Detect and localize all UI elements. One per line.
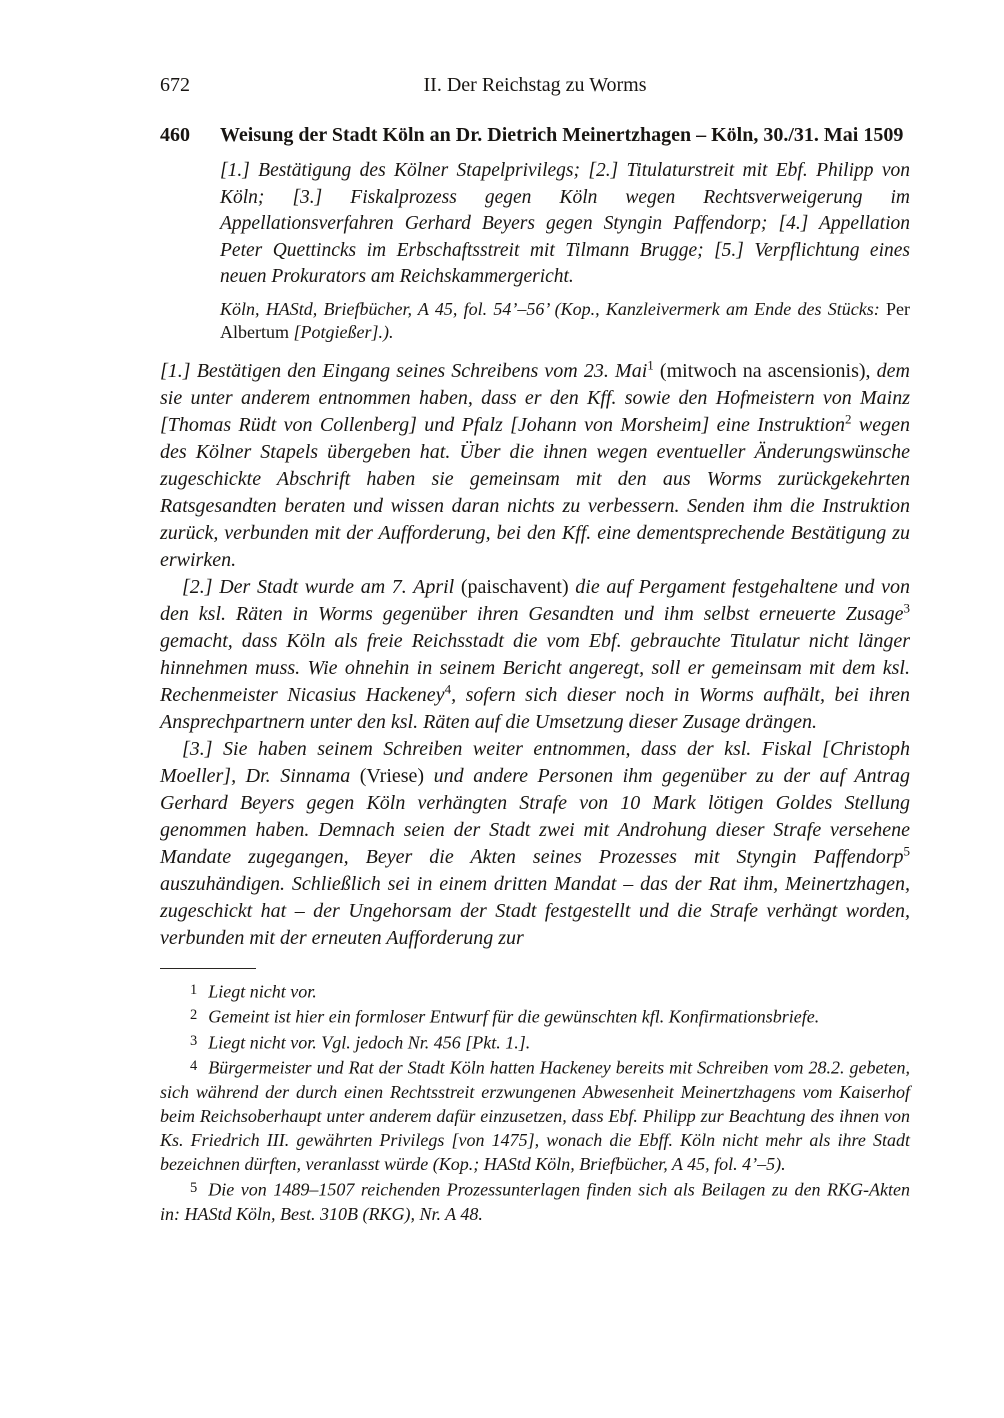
footnote-ref: 2 bbox=[845, 410, 852, 426]
text-segment: auszuhändigen. Schließlich sei in einem dritten Mandat – das der Rat ihm, Meinertzhagen, zugeschickt hat – der Ungehorsam der Stadt festgestellt und die Strafe verhängt worden, verbunden mit der erneuten Aufforderung zur bbox=[160, 872, 910, 949]
footnote-number: 5 bbox=[190, 1180, 198, 1196]
document-entry bbox=[160, 122, 910, 952]
document-title: Weisung der Stadt Köln an Dr. Dietrich Meinertzhagen – Köln, 30./31. Mai 1509 bbox=[220, 124, 904, 146]
document-heading bbox=[160, 122, 910, 148]
footnote-number: 3 bbox=[190, 1032, 198, 1049]
text-segment: Per Albertum bbox=[220, 298, 910, 342]
footnote-number: 1 bbox=[190, 981, 198, 998]
text-segment: und andere Personen ihm gegenüber zu der auf Antrag Gerhard Beyers gegen Köln verhängten Strafe von 10 Mark lötigen Goldes Stellung genommen haben. Demnach seien der Stadt zwei mit Androhung dieser Strafe versehene Mandate zugegangen, Beyer die Akten seines Prozesses mit Styngin Paffendorp bbox=[160, 764, 910, 868]
footnote-ref: 1 bbox=[647, 356, 654, 372]
footnote-text: Bürgermeister und Rat der Stadt Köln hatten Hackeney bereits mit Schreiben vom 28.2. gebeten, sich während der durch einen Rechtsstreit erzwungenen Abwesenheit Meinertzhagens vom Kaiserhof beim Reichsoberhaupt unter anderem dafür einzusetzen, dass Ebf. Philipp zur Beachtung des ihnen von Ks. Friedrich III. gewährten Privilegs [von 1475], wonach die Ebff. Köln nicht mehr als ihre Stadt bezeichnen dürften, veranlasst würde (Kop.; HAStd Köln, Briefbücher, A 45, fol. 4’–5). bbox=[160, 1058, 910, 1174]
text-segment: (paischavent) bbox=[460, 575, 576, 598]
footnote-ref: 4 bbox=[444, 680, 452, 696]
footnote-text: Die von 1489–1507 reichenden Prozessunterlagen finden sich als Beilagen zu den RKG-Akten in: HAStd Köln, Best. 310B (RKG), Nr. A 48. bbox=[160, 1179, 910, 1224]
text-segment: [1.] Bestätigen den Eingang seines Schreibens vom 23. Mai bbox=[160, 359, 648, 382]
footnote-number: 4 bbox=[190, 1058, 198, 1075]
text-segment: die auf Pergament festgehaltene und von den ksl. Räten in Worms gegenüber ihren Gesandten und ihm selbst erneuerte Zusage bbox=[160, 575, 910, 625]
paragraph-2 bbox=[160, 574, 910, 736]
footnote-text: Liegt nicht vor. Vgl. jedoch Nr. 456 [Pkt. 1.]. bbox=[208, 1032, 531, 1053]
text-segment: (mitwoch na ascensionis), bbox=[653, 359, 877, 382]
text-segment: [3.] Sie haben seinem Schreiben weiter entnommen, dass der ksl. Fiskal [Christoph Moeller], Dr. Sinnama bbox=[160, 737, 910, 787]
document-source bbox=[220, 298, 910, 345]
text-segment: Köln, HAStd, Briefbücher, A 45, fol. 54’–56’ (Kop., Kanzleivermerk am Ende des Stücks: bbox=[220, 298, 886, 319]
footnote-text: Liegt nicht vor. bbox=[208, 981, 317, 1002]
document-summary: [1.] Bestätigung des Kölner Stapelprivilegs; [2.] Titulaturstreit mit Ebf. Philipp von Köln; [3.] Fiskalprozess gegen Köln wegen Rechtsverweigerung im Appellationsverfahren Gerhard Beyers gegen Styngin Paffendorp; [4.] Appellation Peter Quettincks im Erbschaftsstreit mit Tilmann Brugge; [5.] Verpflichtung eines neuen Prokurators am Reichskammergericht. bbox=[220, 160, 910, 287]
footnote-ref: 5 bbox=[903, 842, 910, 858]
footnote-1 bbox=[160, 978, 910, 1004]
page-number: 672 bbox=[160, 74, 190, 96]
footnote-3 bbox=[160, 1029, 910, 1055]
paragraph-1 bbox=[160, 358, 910, 574]
text-segment: [2.] Der Stadt wurde am 7. April bbox=[182, 575, 461, 598]
text-segment: gemacht, dass Köln als freie Reichsstadt die vom Ebf. gebrauchte Titulatur nicht länger hinnehmen muss. Wie ohnehin in seinem Bericht angeregt, soll er gemeinsam mit dem ksl. Rechenmeister Nicasius Hackeney bbox=[160, 629, 910, 706]
footnote-ref: 3 bbox=[903, 599, 910, 615]
text-segment: wegen des Kölner Stapels übergeben hat. Über die ihnen wegen eventueller Änderungswünsche zugeschickte Abschrift haben sie gemeinsam mit den aus Worms zurückgekehrten Ratsgesandten beraten und wissen daran nichts zu verbessern. Senden ihm die Instruktion zurück, verbunden mit der Aufforderung, bei den Kff. eine dementsprechende Bestätigung zu erwirken. bbox=[160, 413, 911, 571]
footnote-separator bbox=[160, 968, 256, 969]
footnote-number: 2 bbox=[190, 1007, 198, 1024]
document-number: 460 bbox=[160, 124, 190, 146]
footnotes-section bbox=[160, 968, 910, 1226]
footnote-2 bbox=[160, 1003, 910, 1029]
text-segment: [Potgießer].). bbox=[293, 322, 394, 342]
paragraph-3 bbox=[160, 736, 910, 952]
running-title: II. Der Reichstag zu Worms bbox=[423, 74, 647, 96]
page-header bbox=[160, 72, 910, 98]
footnote-4 bbox=[160, 1054, 910, 1176]
text-segment: , sofern sich dieser noch in Worms aufhält, bei ihren Ansprechpartnern unter den ksl. Räten auf die Umsetzung dieser Zusage drängen. bbox=[160, 683, 910, 733]
footnote-5 bbox=[160, 1176, 910, 1226]
footnote-text: Gemeint ist hier ein formloser Entwurf für die gewünschten kfl. Konfirmationsbriefe. bbox=[208, 1006, 820, 1027]
text-segment: dem sie unter anderem entnommen haben, dass er den Kff. sowie den Hofmeistern von Mainz [Thomas Rüdt von Collenberg] und Pfalz [Johann von Morsheim] eine Instruktion bbox=[160, 359, 910, 436]
text-segment: (Vriese) bbox=[359, 764, 434, 787]
